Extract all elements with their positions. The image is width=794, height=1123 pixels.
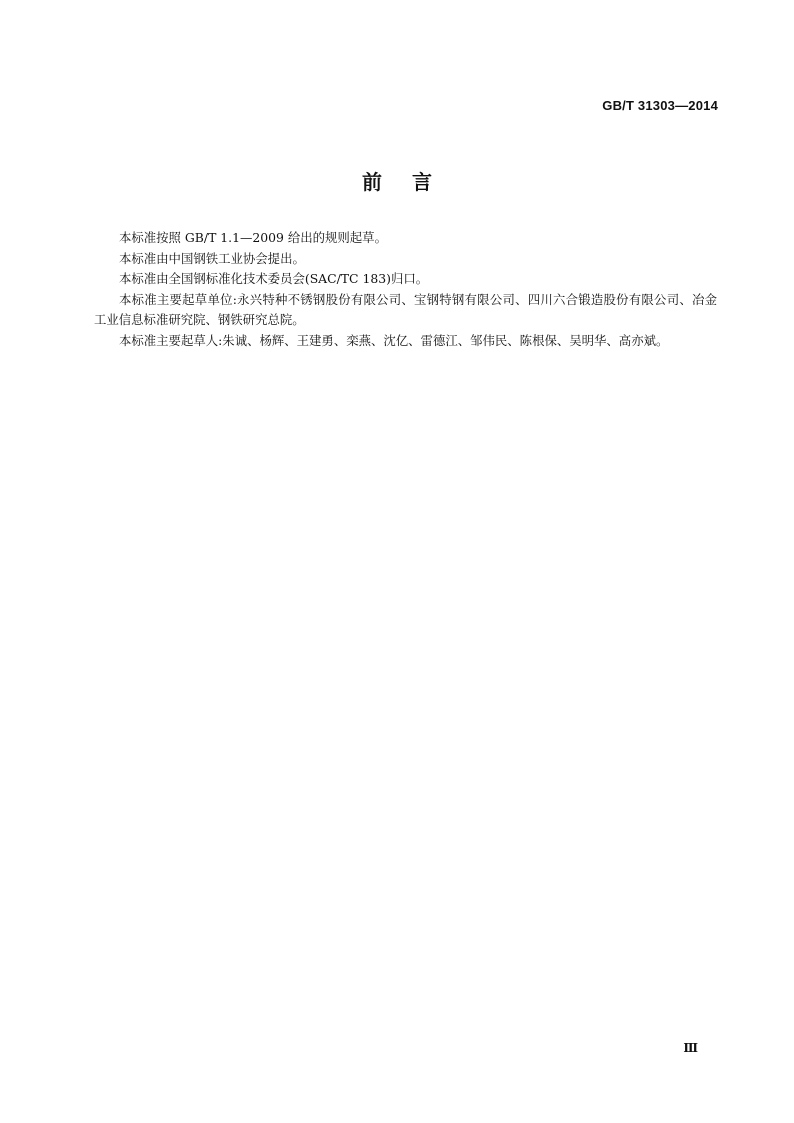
page-title: 前言 (362, 170, 462, 194)
paragraph-drafting-units: 本标准主要起草单位:永兴特种不锈钢股份有限公司、宝钢特钢有限公司、四川六合锻造股份有限公司、冶金工业信息标准研究院、钢铁研究总院。 (94, 291, 717, 327)
paragraph-drafters: 本标准主要起草人:朱诚、杨辉、王建勇、栾燕、沈亿、雷德江、邹伟民、陈根保、吴明华、高亦斌。 (119, 332, 669, 348)
page-number: Ⅲ (683, 1041, 698, 1055)
paragraph-administrator: 本标准由全国钢标准化技术委员会(SAC/TC 183)归口。 (119, 271, 429, 286)
foreword-body (94, 228, 717, 351)
paragraph-drafting-rules: 本标准按照 GB/T 1.1—2009 给出的规则起草。 (119, 230, 387, 245)
paragraph-proposer: 本标准由中国钢铁工业协会提出。 (119, 250, 305, 266)
standard-number: GB/T 31303—2014 (602, 98, 718, 113)
